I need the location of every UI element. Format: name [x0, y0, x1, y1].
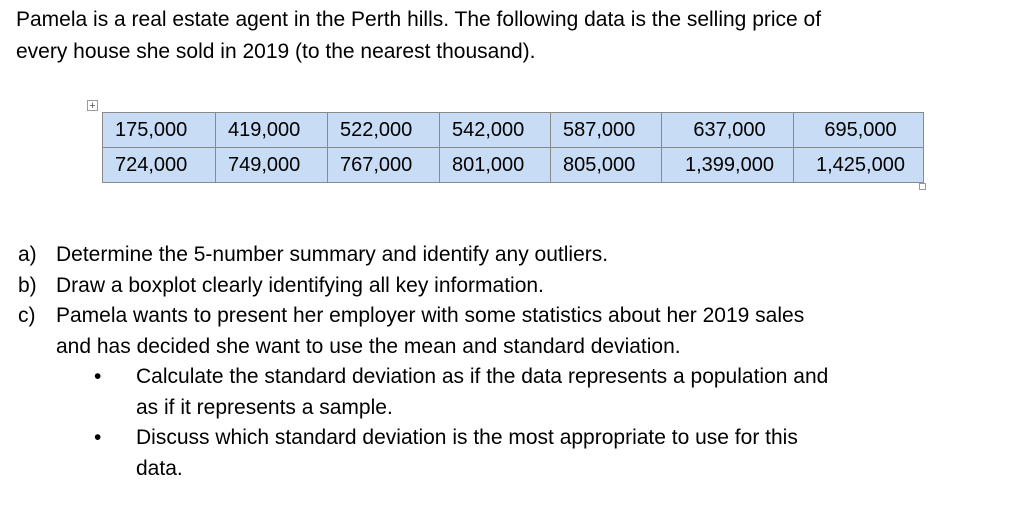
- question-c: [18, 301, 1018, 332]
- table-cell[interactable]: 724,000: [103, 148, 216, 183]
- table-cell[interactable]: 801,000: [440, 148, 551, 183]
- table-cell[interactable]: 542,000: [440, 113, 551, 148]
- intro-line-1: Pamela is a real estate agent in the Perth hills. The following data is the selling price of: [16, 8, 822, 31]
- table-row: [103, 113, 924, 148]
- intro-paragraph: [16, 4, 1016, 68]
- house-prices-table: [102, 112, 924, 183]
- question-c-label: c): [18, 304, 36, 327]
- bullet-1-line-2: as if it represents a sample.: [136, 395, 393, 419]
- table-cell[interactable]: 522,000: [328, 113, 440, 148]
- table-cell[interactable]: 175,000: [103, 113, 216, 148]
- bullet-item-1: [18, 362, 1018, 393]
- table-cell[interactable]: 419,000: [216, 113, 328, 148]
- table-cell[interactable]: 749,000: [216, 148, 328, 183]
- question-b-label: b): [18, 273, 37, 297]
- intro-line-2: every house she sold in 2019 (to the nearest thousand).: [16, 40, 536, 63]
- bullet-1-line-1: Calculate the standard deviation as if the data represents a population and: [136, 365, 829, 388]
- table-row: [103, 148, 924, 183]
- table-cell[interactable]: 1,425,000: [794, 148, 924, 183]
- table-cell[interactable]: 1,399,000: [662, 148, 794, 183]
- question-c-text-line-1: Pamela wants to present her employer with some statistics about her 2019 sales: [56, 304, 805, 327]
- questions-list: [18, 240, 1018, 484]
- question-b-text: Draw a boxplot clearly identifying all key information.: [56, 273, 544, 297]
- question-b: [18, 271, 1018, 302]
- table-cell[interactable]: 587,000: [551, 113, 662, 148]
- table-cell[interactable]: 767,000: [328, 148, 440, 183]
- question-a-label: a): [18, 243, 37, 266]
- bullet-2-line-2: data.: [136, 456, 183, 480]
- bullet-icon: •: [94, 365, 102, 388]
- bullet-icon: •: [94, 426, 102, 449]
- table-move-handle-icon[interactable]: +: [87, 100, 98, 111]
- question-a: [18, 240, 1018, 271]
- table-cell[interactable]: 805,000: [551, 148, 662, 183]
- bullet-item-2: [18, 423, 1018, 454]
- bullet-2-line-1: Discuss which standard deviation is the most appropriate to use for this: [136, 426, 798, 449]
- table-cell[interactable]: 695,000: [794, 113, 924, 148]
- question-a-text: Determine the 5-number summary and identify any outliers.: [56, 243, 609, 266]
- table-resize-handle-icon[interactable]: [919, 183, 926, 190]
- table-cell[interactable]: 637,000: [662, 113, 794, 148]
- question-c-text-line-2: and has decided she want to use the mean and standard deviation.: [56, 334, 681, 358]
